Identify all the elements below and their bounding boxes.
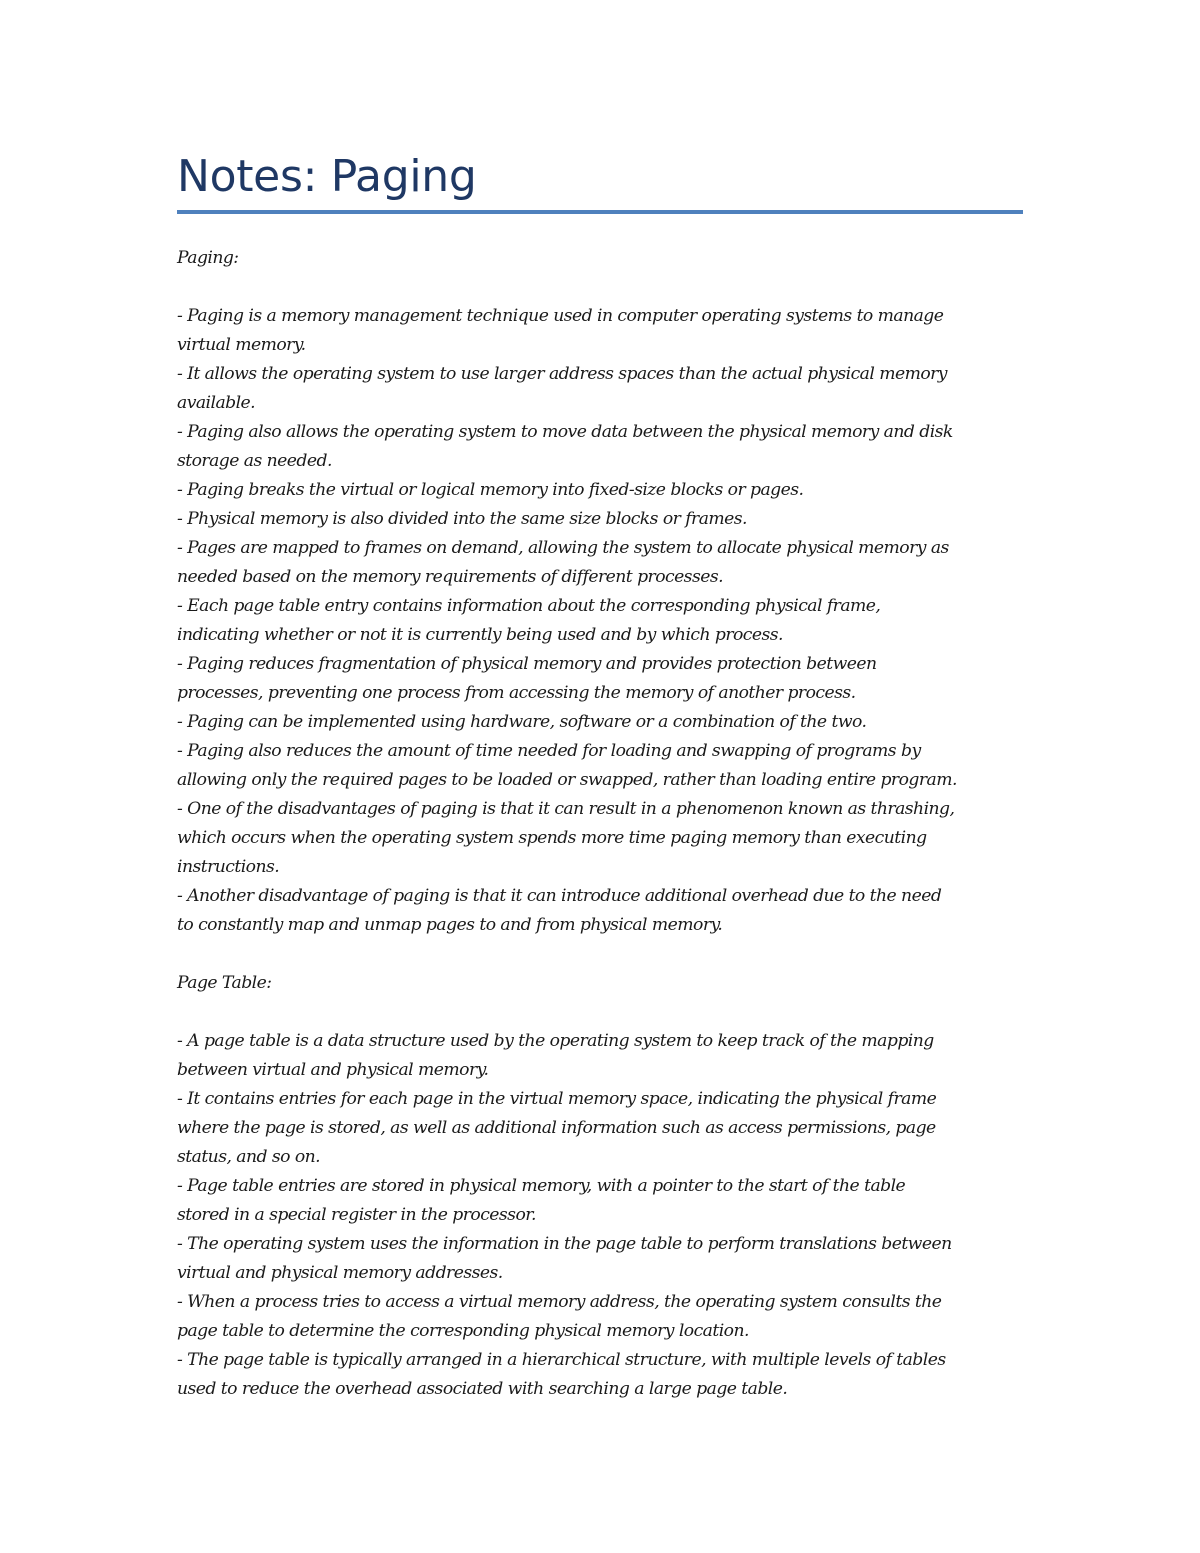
body-line: - Paging reduces fragmentation of physical memory and provides protection between xyxy=(177,654,877,674)
section-body-paging xyxy=(177,302,1023,940)
body-line: - Page table entries are stored in physical memory, with a pointer to the start of the table xyxy=(177,1176,906,1196)
body-line: between virtual and physical memory. xyxy=(177,1060,489,1080)
body-line: - Paging also reduces the amount of time needed for loading and swapping of programs by xyxy=(177,741,921,761)
body-line: available. xyxy=(177,393,256,413)
section-body-page-table xyxy=(177,1027,1023,1404)
body-line: - Paging breaks the virtual or logical memory into fixed-size blocks or pages. xyxy=(177,480,804,500)
body-line: where the page is stored, as well as additional information such as access permissions, page xyxy=(177,1118,936,1138)
body-line: - One of the disadvantages of paging is that it can result in a phenomenon known as thrashing, xyxy=(177,799,955,819)
document-page xyxy=(177,150,1023,1404)
body-line: to constantly map and unmap pages to and from physical memory. xyxy=(177,915,723,935)
body-line: - Physical memory is also divided into the same size blocks or frames. xyxy=(177,509,747,529)
body-line: - The page table is typically arranged in a hierarchical structure, with multiple levels of tables xyxy=(177,1350,946,1370)
body-line: - Paging can be implemented using hardware, software or a combination of the two. xyxy=(177,712,867,732)
document-title: Notes: Paging xyxy=(177,151,477,202)
body-line: - It contains entries for each page in the virtual memory space, indicating the physical frame xyxy=(177,1089,937,1109)
body-line: virtual and physical memory addresses. xyxy=(177,1263,503,1283)
section-heading-page-table: Page Table: xyxy=(177,973,272,993)
body-line: virtual memory. xyxy=(177,335,306,355)
body-line: indicating whether or not it is currently being used and by which process. xyxy=(177,625,783,645)
body-line: - Paging also allows the operating system to move data between the physical memory and disk xyxy=(177,422,953,442)
body-line: which occurs when the operating system spends more time paging memory than executing xyxy=(177,828,927,848)
title-underline xyxy=(177,210,1023,214)
body-line: allowing only the required pages to be loaded or swapped, rather than loading entire program. xyxy=(177,770,957,790)
body-line: - Paging is a memory management technique used in computer operating systems to manage xyxy=(177,306,944,326)
body-line: needed based on the memory requirements of different processes. xyxy=(177,567,724,587)
body-line: status, and so on. xyxy=(177,1147,321,1167)
body-line: - The operating system uses the information in the page table to perform translations between xyxy=(177,1234,952,1254)
body-line: - It allows the operating system to use larger address spaces than the actual physical memory xyxy=(177,364,947,384)
body-line: - Another disadvantage of paging is that it can introduce additional overhead due to the need xyxy=(177,886,942,906)
body-line: used to reduce the overhead associated with searching a large page table. xyxy=(177,1379,788,1399)
body-line: page table to determine the corresponding physical memory location. xyxy=(177,1321,749,1341)
body-line: - Pages are mapped to frames on demand, allowing the system to allocate physical memory as xyxy=(177,538,949,558)
body-line: stored in a special register in the processor. xyxy=(177,1205,536,1225)
body-line: processes, preventing one process from accessing the memory of another process. xyxy=(177,683,856,703)
body-line: - When a process tries to access a virtual memory address, the operating system consults the xyxy=(177,1292,942,1312)
body-line: instructions. xyxy=(177,857,280,877)
body-line: storage as needed. xyxy=(177,451,332,471)
body-line: - A page table is a data structure used by the operating system to keep track of the mapping xyxy=(177,1031,934,1051)
section-heading-paging: Paging: xyxy=(177,248,239,268)
body-line: - Each page table entry contains information about the corresponding physical frame, xyxy=(177,596,881,616)
